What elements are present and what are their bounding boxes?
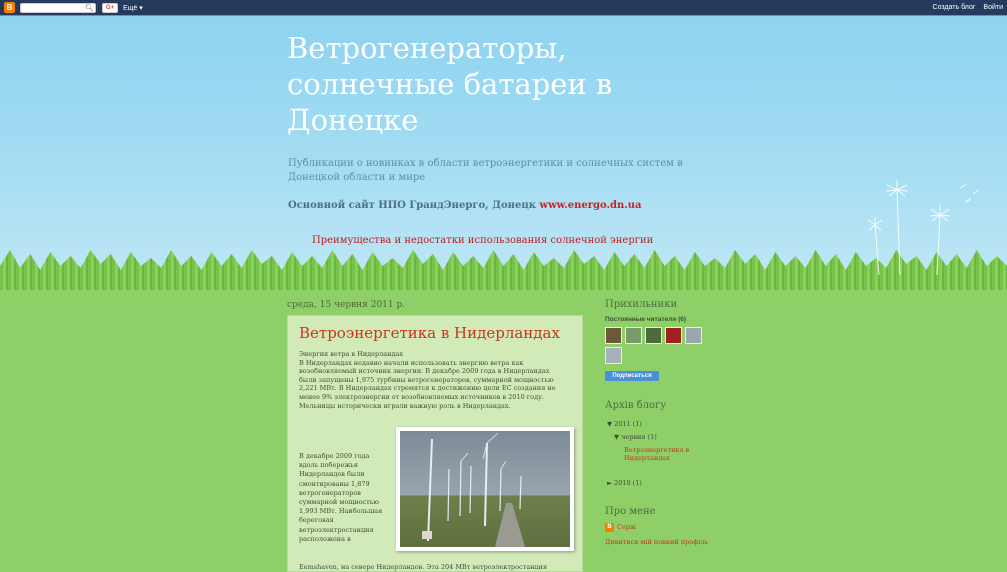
main-site-line — [288, 200, 642, 211]
create-blog-link[interactable]: Создать блог — [932, 4, 976, 11]
post-line: 1,993 МВт. Наибольшая — [299, 507, 383, 516]
main-site-link[interactable]: www.energo.dn.ua — [539, 200, 642, 211]
post-line: вдоль побережья — [299, 461, 358, 470]
subscribe-button[interactable]: Подписаться — [605, 371, 659, 381]
main-site-text: Основной сайт НПО ГрандЭнерго, Донецк — [288, 200, 536, 211]
blog-description: Публикации о новинках в области ветроэнергетики и солнечных систем в Донецкой области и мире — [288, 158, 683, 183]
post-bottom-line: Eemshaven, на севере Нидерландов. Эта 204 МВт ветроэлектростанция — [299, 563, 548, 571]
blogger-logo-icon[interactable]: B — [4, 2, 15, 13]
about-name[interactable] — [617, 523, 636, 531]
archive-post-link[interactable] — [624, 446, 704, 462]
wind-farm-photo[interactable] — [396, 427, 574, 551]
search-icon[interactable]: 🔍︎ — [85, 4, 94, 12]
archive-year-2010[interactable]: ► 2010 (1) — [607, 479, 642, 487]
archive-year-2011[interactable]: ▼ 2011 (1) — [607, 420, 642, 428]
about-heading: Про мене — [605, 506, 656, 517]
post-date: среда, 15 червня 2011 р. — [287, 300, 406, 310]
avatar[interactable] — [625, 327, 642, 344]
post-line: Мельницы исторически играли важную роль в Нидерландах. — [299, 401, 511, 410]
post-title[interactable]: Ветроэнергетика в Нидерландах — [299, 324, 560, 342]
archive-month-june[interactable]: ▼ червня (1) — [614, 433, 657, 441]
full-profile-line[interactable] — [605, 538, 708, 546]
gplus-share-button[interactable]: G+ — [102, 3, 118, 13]
avatar[interactable] — [685, 327, 702, 344]
avatar[interactable] — [645, 327, 662, 344]
archive-heading: Архів блогу — [605, 400, 667, 411]
follower-avatars — [605, 327, 715, 364]
dandelion-decoration — [855, 180, 1005, 280]
sign-in-link[interactable]: Войти — [983, 4, 1003, 11]
search-input[interactable] — [20, 3, 96, 13]
blog-title[interactable]: Ветрогенераторы, солнечные батареи в Донецке — [287, 31, 613, 137]
wind-turbines-illustration — [400, 431, 570, 547]
post-line: расположена в — [299, 534, 351, 543]
post-line: береговая — [299, 516, 334, 525]
post-line: Энергия ветра в Нидерландах — [299, 350, 404, 358]
blogger-profile-icon: B — [605, 523, 614, 532]
full-profile-link[interactable]: Дивитися мій повний профіль — [605, 538, 709, 546]
post-body — [299, 350, 575, 410]
author-name-link[interactable]: Серж — [617, 523, 636, 531]
more-menu[interactable]: Ещё ▾ — [123, 4, 143, 12]
post-line: менее 9% электроэнергии от возобновляемых источников в 2010 году. — [299, 392, 544, 401]
post-line: Нидерландов были — [299, 470, 365, 479]
archive-post-title[interactable]: Ветроэнергетика в Нидерландах — [624, 446, 690, 462]
post-line: В Нидерландах недавно начали использовать энергию ветра как — [299, 358, 524, 367]
avatar[interactable] — [605, 327, 622, 344]
post-line: 2,221 МВт. В Нидерландах стремятся к достижению цели ЕС создания не — [299, 384, 556, 393]
followers-count-label: Постоянные читатели (6) — [605, 316, 687, 323]
post-line: возобновляемый источник энергии. В декабре 2009 года в Нидерландах — [299, 367, 550, 376]
followers-heading: Прихильники — [605, 299, 678, 310]
blog-post — [287, 315, 583, 572]
post-side-text — [299, 452, 389, 544]
post-line: В декабре 2009 года — [299, 452, 370, 460]
post-line: ветрогенераторов — [299, 488, 361, 497]
post-line: суммарной мощностью — [299, 498, 379, 507]
solar-pros-cons-link[interactable]: Преимущества и недостатки использования солнечной энергии — [312, 235, 654, 246]
blogger-navbar — [0, 0, 1007, 16]
post-line: были запущены 1,975 турбины ветрогенераторов, суммарной мощностью — [299, 375, 554, 384]
post-line: ветроэлектростанция — [299, 525, 374, 534]
post-line: смонтированы 1,879 — [299, 479, 370, 488]
avatar[interactable] — [665, 327, 682, 344]
avatar[interactable] — [605, 347, 622, 364]
